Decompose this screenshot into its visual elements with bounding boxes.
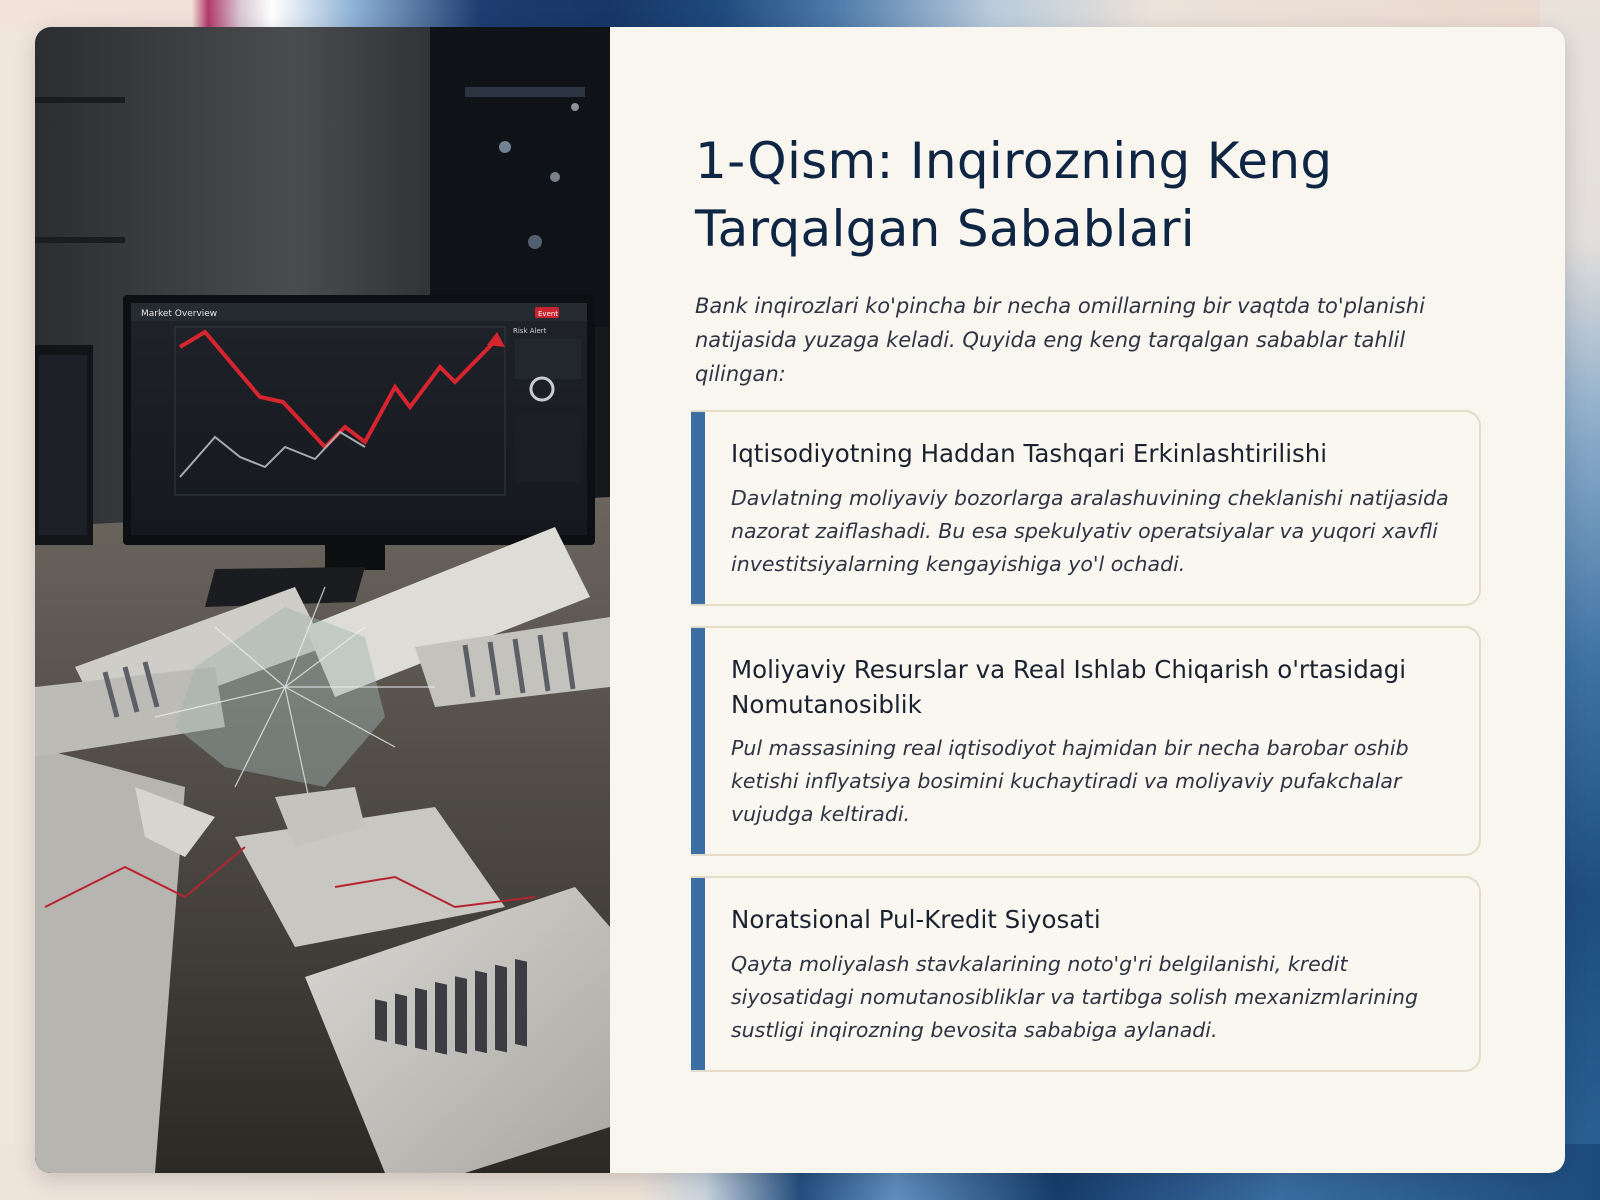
intro-text: Bank inqirozlari ko'pincha bir necha omillarning bir vaqtda to'planishi natijasida yuzaga keladi. Quyida eng keng tarqalgan sabablar tahlil qilingan:	[695, 294, 1425, 386]
page-title	[695, 127, 1475, 263]
page-title-line-1: 1-Qism: Inqirozning Keng	[695, 132, 1333, 190]
monitor-badge: Event	[538, 310, 559, 318]
financial-crash-photo	[35, 27, 610, 1173]
cause-description: Davlatning moliyaviy bozorlarga aralashuvining cheklanishi natijasida nazorat zaiflashadi. Bu esa spekulyativ operatsiyalar va yuqori xavfli investitsiyalarning kengayishiga yo'l ochadi.	[731, 486, 1449, 576]
cause-title: Noratsional Pul-Kredit Siyosati	[731, 905, 1101, 934]
page-title-line-2: Tarqalgan Sabablari	[695, 200, 1195, 258]
monitor-side-title: Risk Alert	[513, 327, 547, 335]
cause-description: Pul massasining real iqtisodiyot hajmidan bir necha barobar oshib ketishi inflyatsiya bosimini kuchaytiradi va moliyaviy pufakchalar vujudga keltiradi.	[731, 736, 1409, 826]
cause-card	[691, 876, 1481, 1072]
slide-card	[35, 27, 1565, 1173]
cause-title: Iqtisodiyotning Haddan Tashqari Erkinlashtirilishi	[731, 439, 1328, 468]
monitor-title: Market Overview	[141, 309, 218, 319]
cause-description: Qayta moliyalash stavkalarining noto'g'ri belgilanishi, kredit siyosatidagi nomutanosibliklar va tartibga solish mexanizmlarining sustligi inqirozning bevosita sababiga aylanadi.	[731, 952, 1418, 1042]
cause-card	[691, 410, 1481, 606]
cause-title: Moliyaviy Resurslar va Real Ishlab Chiqarish o'rtasidagi Nomutanosiblik	[731, 655, 1407, 719]
cause-card	[691, 626, 1481, 856]
background-top-band	[0, 0, 1600, 28]
